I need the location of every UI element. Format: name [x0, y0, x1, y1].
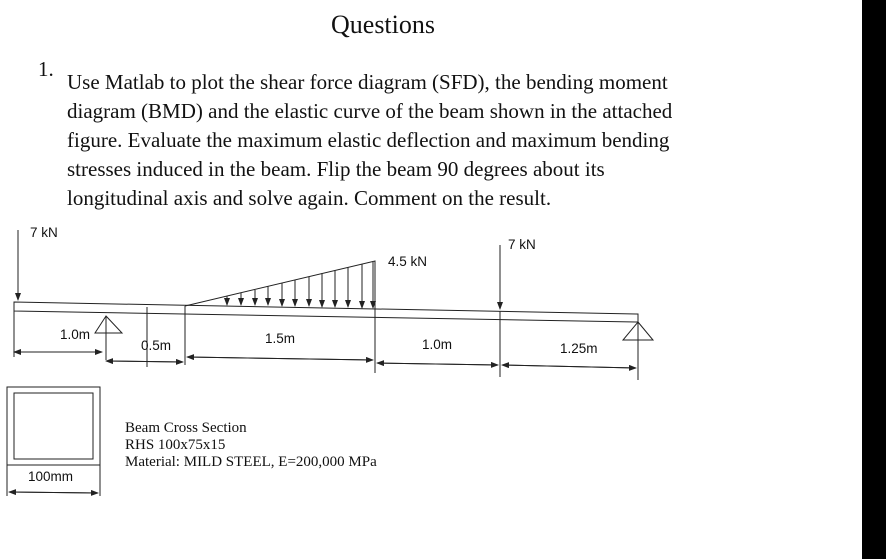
- right-load-label: 7 kN: [508, 237, 536, 252]
- section-width-label: 100mm: [28, 469, 74, 484]
- question-number: 1.: [38, 57, 54, 81]
- distributed-load: [185, 261, 375, 309]
- question-line: stresses induced in the beam. Flip the beam 90 degrees about its: [67, 157, 605, 181]
- caption-line: RHS 100x75x15: [125, 437, 226, 453]
- dim-label: 0.5m: [141, 338, 172, 353]
- load-arrows: [227, 262, 373, 308]
- dim-label: 1.25m: [560, 341, 598, 356]
- question-line: figure. Evaluate the maximum elastic deflection and maximum bending: [67, 128, 670, 152]
- distributed-load-label: 4.5 kN: [388, 254, 428, 269]
- page-title: Questions: [331, 10, 435, 39]
- dim-label: 1.5m: [265, 331, 296, 346]
- caption-line: Beam Cross Section: [125, 420, 247, 436]
- question-line: longitudinal axis and solve again. Comment on the result.: [67, 186, 552, 210]
- question-line: diagram (BMD) and the elastic curve of the beam shown in the attached: [67, 99, 673, 123]
- dim-label: 1.0m: [422, 337, 453, 352]
- dim-label: 1.0m: [60, 327, 91, 342]
- question-line: Use Matlab to plot the shear force diagram (SFD), the bending moment: [67, 70, 668, 94]
- left-support: [95, 316, 122, 333]
- cross-section: [7, 387, 100, 465]
- caption-line: Material: MILD STEEL, E=200,000 MPa: [125, 454, 377, 470]
- beam: [14, 302, 638, 322]
- left-load-label: 7 kN: [30, 225, 58, 240]
